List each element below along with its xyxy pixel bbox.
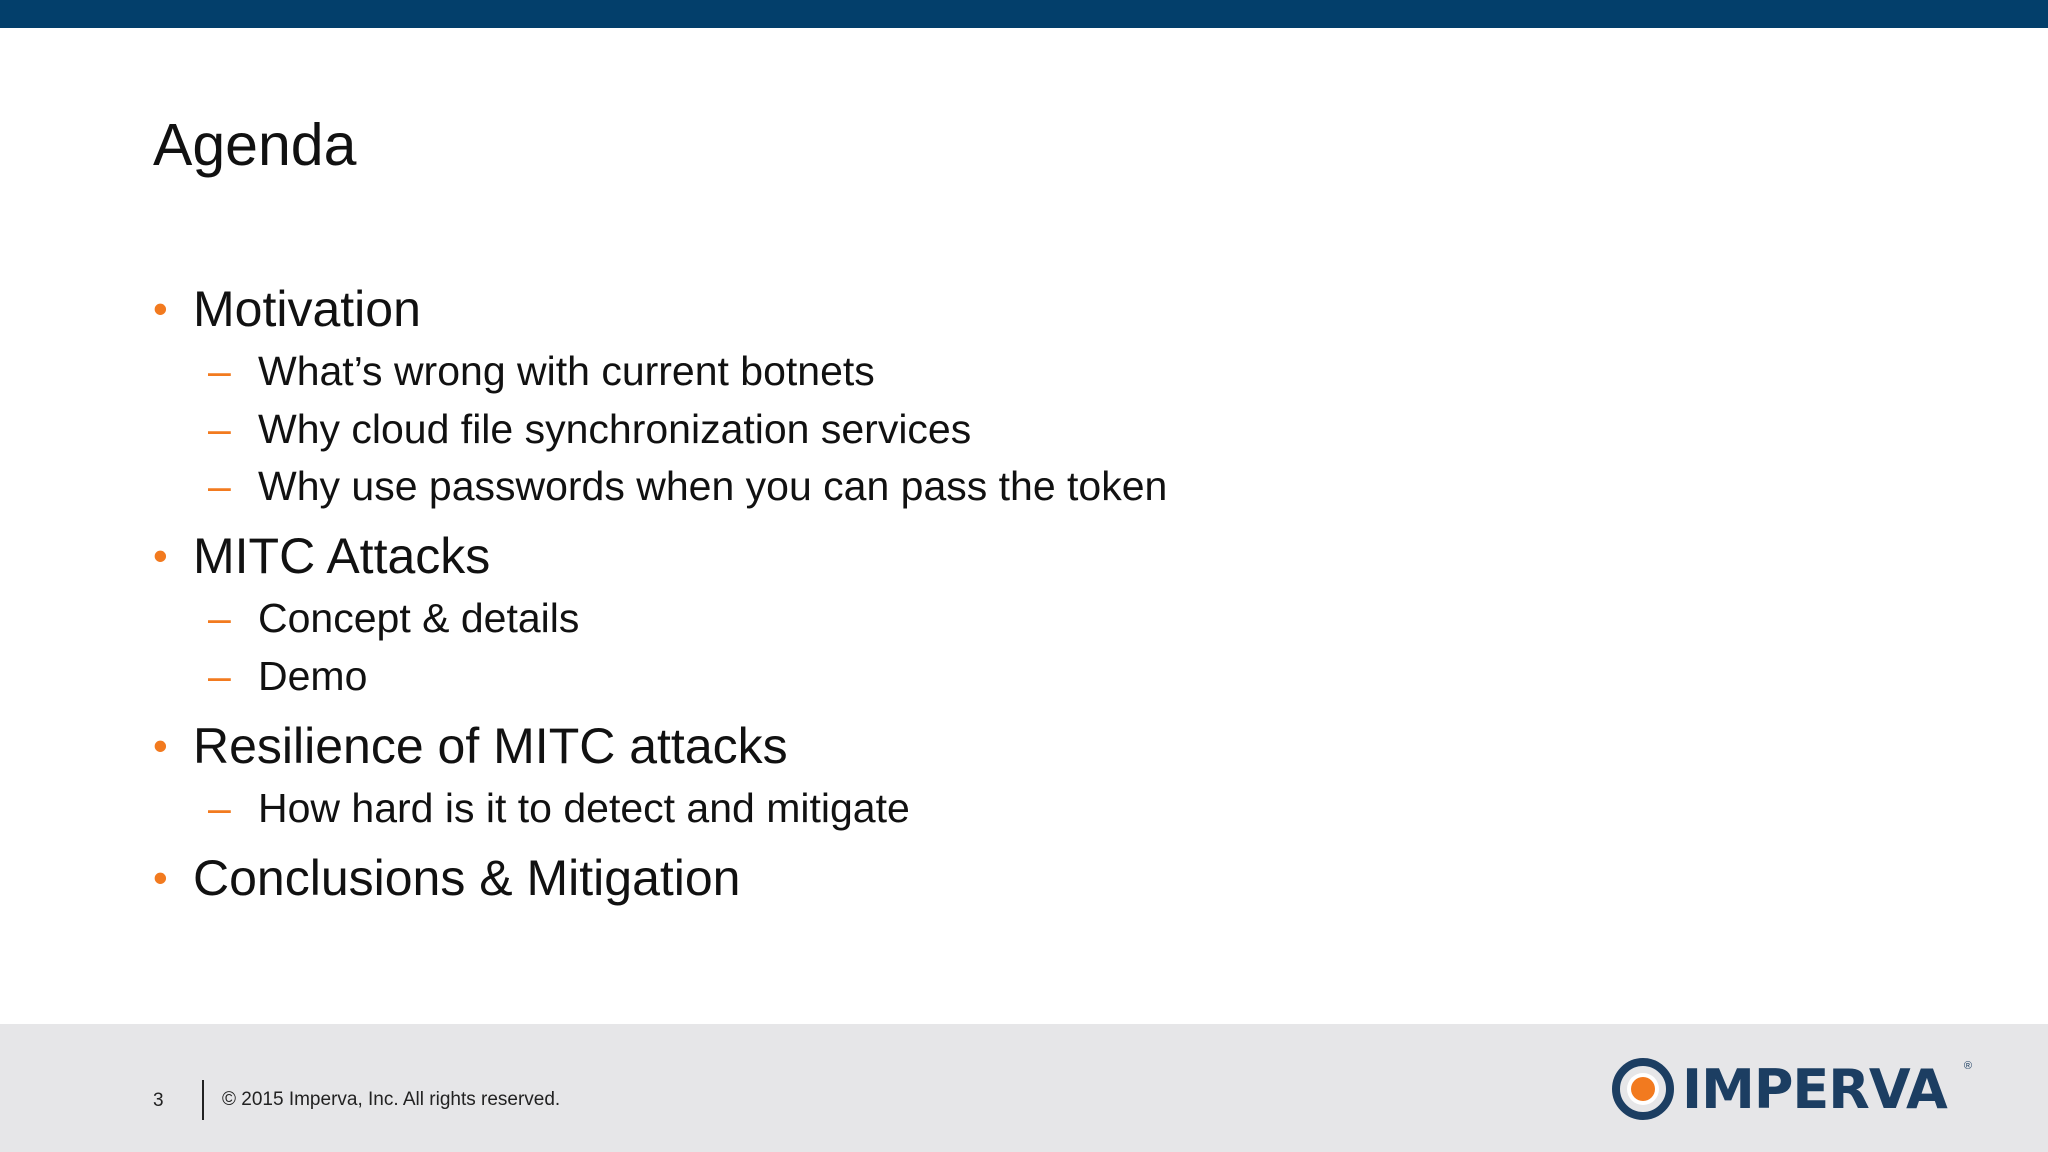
agenda-item-label: Resilience of MITC attacks [193, 718, 788, 774]
agenda-subitem-label: Demo [258, 653, 368, 699]
logo-wordmark: IMPERVA [1682, 1058, 1947, 1121]
dash-icon: – [208, 595, 231, 641]
agenda-subitem-label: How hard is it to detect and mitigate [258, 785, 910, 831]
dash-icon: – [208, 785, 231, 831]
agenda-item-label: MITC Attacks [193, 528, 491, 584]
bullet-icon: • [153, 722, 168, 769]
bullet-icon: • [153, 532, 168, 579]
imperva-logo [1610, 1056, 1974, 1122]
agenda-item-label: Motivation [193, 281, 421, 337]
dash-icon: – [208, 348, 231, 394]
dash-icon: – [208, 653, 231, 699]
agenda-subitem-label: What’s wrong with current botnets [258, 348, 875, 394]
copyright-notice: © 2015 Imperva, Inc. All rights reserved. [222, 1089, 561, 1110]
dash-icon: – [208, 406, 231, 452]
agenda-subitem-label: Concept & details [258, 595, 580, 641]
imperva-logo-icon [1610, 1056, 1676, 1122]
agenda-subitem-label: Why cloud file synchronization services [258, 406, 972, 452]
slide-title: Agenda [153, 112, 357, 178]
dash-icon: – [208, 463, 231, 509]
bullet-icon: • [153, 854, 168, 901]
slide-footer [0, 1024, 2048, 1152]
page-number: 3 [153, 1090, 164, 1111]
footer-divider [202, 1080, 204, 1120]
agenda-subitem-label: Why use passwords when you can pass the token [258, 463, 1168, 509]
bullet-icon: • [153, 285, 168, 332]
registered-mark: ® [1963, 1060, 1972, 1072]
agenda-item-label: Conclusions & Mitigation [193, 850, 741, 906]
